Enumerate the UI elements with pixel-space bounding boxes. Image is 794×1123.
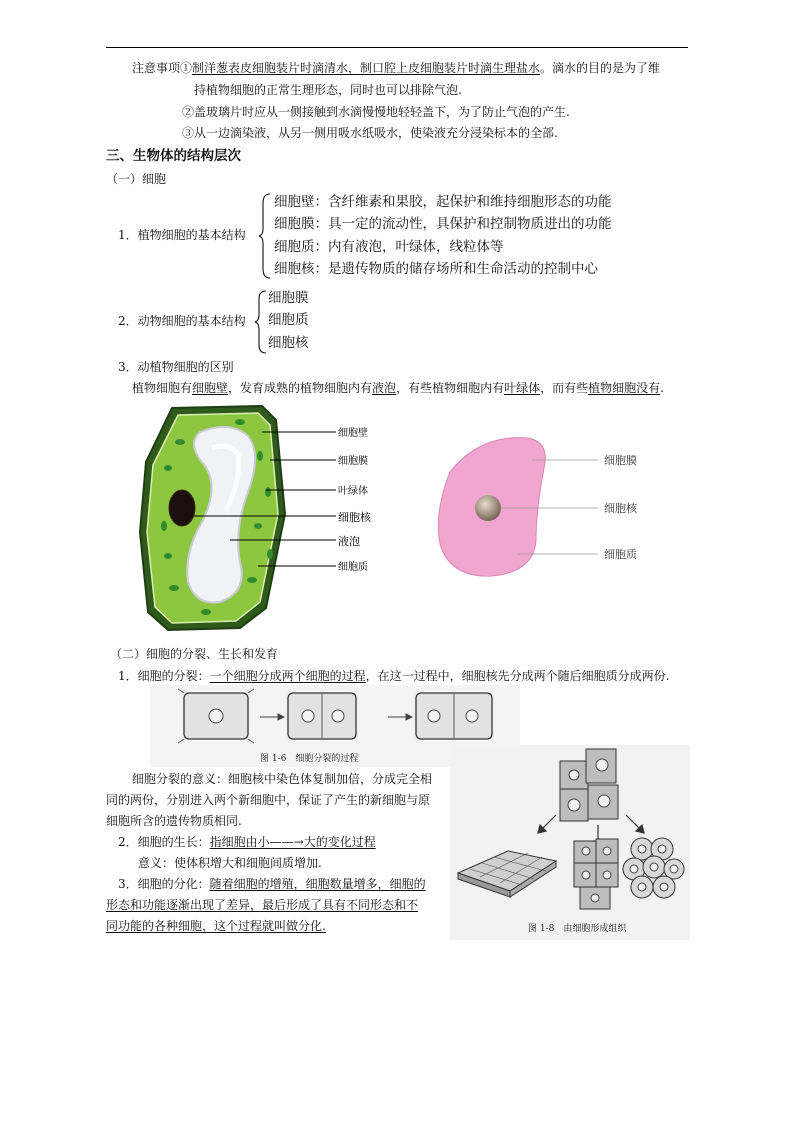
note-1-suffix: 。滴水的目的是为了维 <box>540 61 661 75</box>
differentiation-line3: 同功能的各种细胞，这个过程就叫做分化. <box>106 919 326 933</box>
note-1-underlined: 制洋葱表皮细胞装片时滴清水，制口腔上皮细胞装片时滴生理盐水 <box>192 61 541 75</box>
plant-part-cytoplasm: 细胞质：内有液泡，叶绿体，线粒体等 <box>274 239 504 255</box>
diff-part: 植物细胞有 <box>132 381 193 395</box>
diff-part: ，而有些 <box>540 381 589 395</box>
division-label: 1．细胞的分裂： <box>118 669 210 683</box>
division-meaning-l3: 细胞所含的遗传物质相同. <box>106 814 242 828</box>
division-meaning-l2: 同的两份，分别进入两个新细胞中，保证了产生的新细胞与原 <box>106 793 431 807</box>
differentiation-underlined: 随着细胞的增殖，细胞数量增多，细胞的 <box>209 877 426 891</box>
note-1-line2: 持植物细胞的正常生理形态，同时也可以排除气泡. <box>194 83 462 97</box>
diff-underlined: 液泡 <box>372 381 397 395</box>
plant-label-nucleus: 细胞核 <box>338 511 371 524</box>
diff-underlined: 细胞壁 <box>192 381 229 395</box>
diff-underlined: 植物细胞没有 <box>588 381 661 395</box>
diff-underlined: 叶绿体 <box>504 381 541 395</box>
plant-structure-label: 1．植物细胞的基本结构 <box>118 228 246 242</box>
differentiation-line1 <box>118 876 426 892</box>
differentiation-label: 3．细胞的分化： <box>118 877 210 891</box>
animal-cell-figure <box>430 432 660 582</box>
figure-1-8 <box>450 745 690 940</box>
note-1-prefix: 注意事项① <box>132 61 193 75</box>
diff-part: . <box>660 381 664 395</box>
differentiation-line2: 形态和功能逐渐出现了差异，最后形成了具有不同形态和不 <box>106 898 419 912</box>
animal-part-cytoplasm: 细胞质 <box>268 312 309 328</box>
division-meaning-l1: 细胞分裂的意义：细胞核中染色体复制加倍，分成完全相 <box>132 772 433 786</box>
division-section-title: （二）细胞的分裂、生长和发育 <box>110 647 279 661</box>
animal-label-cytoplasm: 细胞质 <box>604 548 637 561</box>
difference-text <box>132 380 664 396</box>
growth-definition <box>118 834 376 850</box>
growth-label: 2．细胞的生长： <box>118 835 210 849</box>
subsection-cell: （一）细胞 <box>106 172 167 186</box>
division-rest: ，在这一过程中，细胞核先分成两个随后细胞质分成两份. <box>365 669 670 683</box>
difference-label: 3．动植物细胞的区别 <box>118 360 234 374</box>
brace-animal <box>254 290 268 354</box>
plant-part-nucleus: 细胞核：是遗传物质的储存场所和生命活动的控制中心 <box>274 261 598 277</box>
growth-meaning: 意义：使体积增大和细胞间质增加. <box>138 856 322 870</box>
plant-label-chloroplast: 叶绿体 <box>338 486 368 497</box>
plant-part-membrane: 细胞膜：具一定的流动性，具保护和控制物质进出的功能 <box>274 216 612 232</box>
animal-part-membrane: 细胞膜 <box>268 290 309 306</box>
animal-label-membrane: 细胞膜 <box>604 454 637 467</box>
plant-label-vacuole: 液泡 <box>338 535 360 548</box>
brace-plant <box>258 193 272 279</box>
note-1 <box>132 60 660 76</box>
note-3: ③从一边滴染液，从另一侧用吸水纸吸水，使染液充分浸染标本的全部. <box>182 126 558 140</box>
plant-label-cytoplasm: 细胞质 <box>338 562 368 573</box>
diff-part: ，有些植物细胞内有 <box>396 381 505 395</box>
plant-cell-figure <box>130 402 400 634</box>
diff-part: ，发育成熟的植物细胞内有 <box>228 381 373 395</box>
plant-label-wall: 细胞壁 <box>338 428 368 439</box>
growth-underlined: 指细胞由小——→大的变化过程 <box>209 835 376 849</box>
note-2: ②盖玻璃片时应从一侧接触到水滴慢慢地轻轻盖下，为了防止气泡的产生. <box>182 105 570 119</box>
plant-part-wall: 细胞壁：含纤维素和果胶，起保护和维持细胞形态的功能 <box>274 194 612 210</box>
animal-structure-label: 2．动物细胞的基本结构 <box>118 314 246 328</box>
animal-label-nucleus: 细胞核 <box>604 502 637 515</box>
animal-part-nucleus: 细胞核 <box>268 335 309 351</box>
header-rule <box>106 47 688 48</box>
figure-1-6-caption: 图 1-6 细胞分裂的过程 <box>260 754 359 764</box>
nucleus <box>169 490 195 526</box>
animal-nucleus <box>475 495 501 521</box>
plant-label-membrane: 细胞膜 <box>338 456 368 467</box>
division-definition <box>118 668 669 684</box>
figure-1-8-caption: 图 1-8 由细胞形成组织 <box>528 924 627 934</box>
section-title: 三、生物体的结构层次 <box>106 148 241 164</box>
division-underlined: 一个细胞分成两个细胞的过程 <box>209 669 366 683</box>
